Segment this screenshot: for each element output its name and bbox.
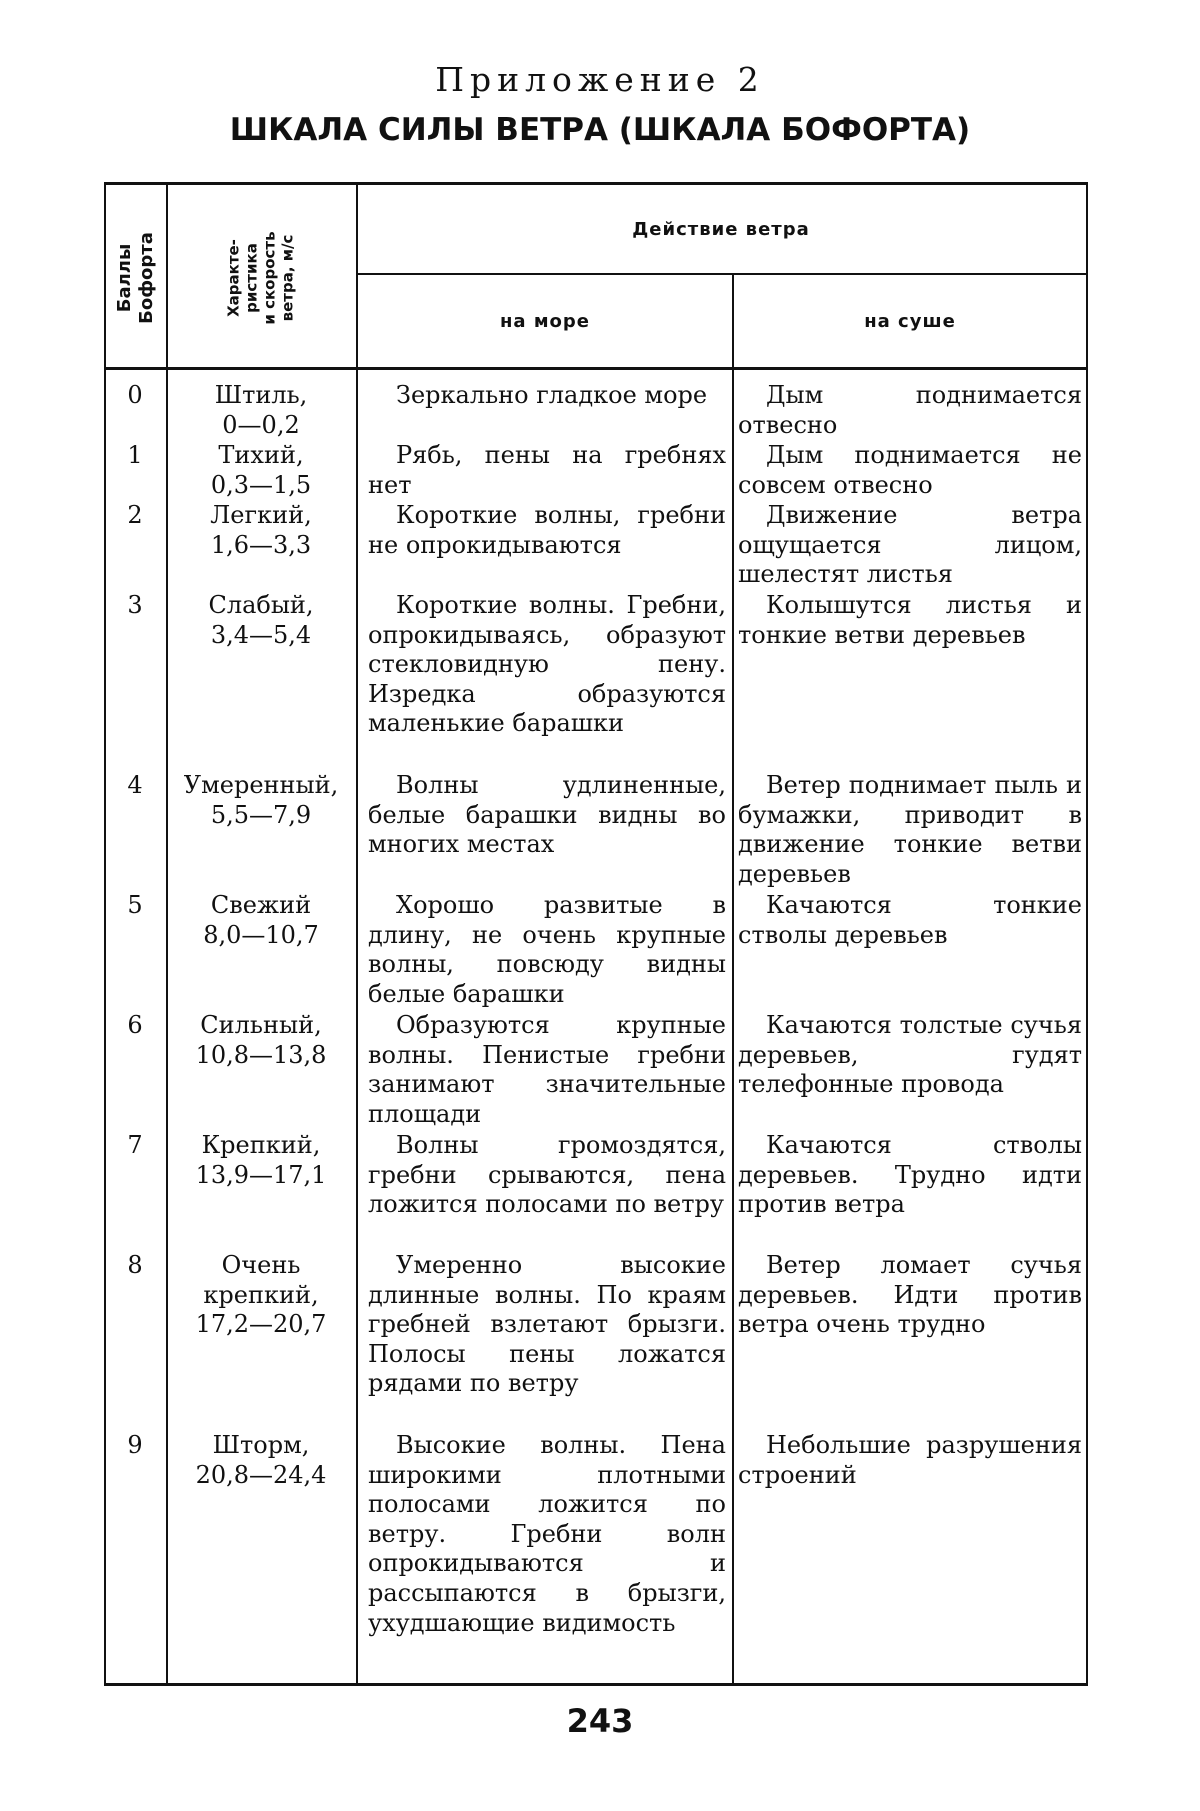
wind-speed: 5,5—7,9 <box>210 800 312 829</box>
wind-name: Легкий, <box>210 501 312 529</box>
sea-effect: Умеренно высокие длинные волны. По краям гребней взлетают брызги. Полосы пены ложатся рядами по ветру <box>368 1251 726 1398</box>
wind-speed: 1,6—3,3 <box>210 530 312 559</box>
wind-characteristic <box>168 1251 354 1340</box>
sea-effect: Зеркально гладкое море <box>396 381 708 409</box>
sea-effect: Волны удлиненные, белые барашки видны во многих местах <box>368 771 726 859</box>
header-characteristic-line: ристика <box>242 242 261 313</box>
wind-name: Крепкий, <box>201 1131 321 1159</box>
header-at-sea: на море <box>499 311 591 332</box>
table-header <box>106 185 1086 370</box>
header-characteristic <box>166 185 356 370</box>
wind-speed: 3,4—5,4 <box>210 620 312 649</box>
wind-name: Шторм, <box>212 1431 310 1459</box>
land-effect: Ветер ломает сучья деревьев. Идти против ветра очень трудно <box>738 1251 1082 1339</box>
beaufort-number: 2 <box>127 501 143 529</box>
header-wind-action: Действие ветра <box>356 185 1086 275</box>
header-beaufort-line: Баллы <box>114 243 135 312</box>
land-effect: Дым поднимается отвесно <box>738 381 1082 439</box>
wind-characteristic <box>168 501 354 560</box>
wind-characteristic <box>168 891 354 950</box>
beaufort-number: 4 <box>127 771 143 799</box>
header-on-land: на суше <box>864 311 956 332</box>
sea-effect: Образуются крупные волны. Пенистые гребни занимают значительные площади <box>368 1011 726 1128</box>
wind-name: Умеренный, <box>183 771 339 799</box>
header-beaufort-line: Бофорта <box>136 231 157 324</box>
sea-effect: Короткие волны, гребни не опрокидываются <box>368 501 726 559</box>
wind-characteristic <box>168 591 354 650</box>
beaufort-number: 1 <box>127 441 143 469</box>
wind-speed: 20,8—24,4 <box>195 1460 327 1489</box>
wind-speed: 0,3—1,5 <box>210 470 312 499</box>
beaufort-number: 5 <box>127 891 143 919</box>
sea-effect: Рябь, пены на гребнях нет <box>368 441 726 499</box>
column-divider <box>732 273 734 1683</box>
wind-speed: 0—0,2 <box>222 410 300 439</box>
beaufort-number: 3 <box>127 591 143 619</box>
page-number: 243 <box>566 1702 634 1740</box>
land-effect: Дым поднимается не совсем отвесно <box>738 441 1082 499</box>
land-effect: Небольшие разрушения строений <box>738 1431 1082 1489</box>
header-characteristic-line: Характе- <box>224 238 243 317</box>
wind-characteristic <box>168 1011 354 1070</box>
beaufort-number: 8 <box>127 1251 143 1279</box>
wind-speed: 10,8—13,8 <box>195 1040 327 1069</box>
table-title: ШКАЛА СИЛЫ ВЕТРА (ШКАЛА БОФОРТА) <box>229 112 971 148</box>
header-characteristic-line: и скорость <box>260 230 279 325</box>
wind-characteristic <box>168 1131 354 1190</box>
wind-characteristic <box>168 381 354 440</box>
sea-effect: Волны громоздятся, гребни срываются, пена ложится полосами по ветру <box>368 1131 726 1219</box>
beaufort-number: 0 <box>127 381 143 409</box>
appendix-title: Приложение 2 <box>435 60 765 99</box>
wind-characteristic <box>168 441 354 500</box>
land-effect: Движение ветра ощущается лицом, шелестят листья <box>738 501 1082 589</box>
wind-speed: 13,9—17,1 <box>195 1160 327 1189</box>
column-divider <box>356 185 358 1683</box>
sea-effect: Хорошо развитые в длину, не очень крупные волны, повсюду видны белые барашки <box>368 891 726 1008</box>
header-beaufort <box>106 185 166 370</box>
sea-effect: Высокие волны. Пена широкими плотными полосами ложится по ветру. Гребни волн опрокидываются и рассыпаются в брызги, ухудшающие видимость <box>368 1431 726 1637</box>
land-effect: Качаются стволы деревьев. Трудно идти против ветра <box>738 1131 1082 1219</box>
beaufort-table <box>104 182 1088 1686</box>
land-effect: Ветер поднимает пыль и бумажки, приводит в движение тонкие ветви деревьев <box>738 771 1082 888</box>
wind-characteristic <box>168 771 354 830</box>
wind-speed: 17,2—20,7 <box>195 1310 327 1339</box>
wind-characteristic <box>168 1431 354 1490</box>
land-effect: Колышутся листья и тонкие ветви деревьев <box>738 591 1082 649</box>
wind-name: Сильный, <box>200 1011 322 1039</box>
wind-name: Свежий <box>210 891 312 919</box>
beaufort-number: 7 <box>127 1131 143 1159</box>
header-characteristic-line: ветра, м/с <box>278 234 297 321</box>
wind-speed: 8,0—10,7 <box>203 920 319 949</box>
beaufort-number: 6 <box>127 1011 143 1039</box>
wind-name: Слабый, <box>208 591 314 619</box>
land-effect: Качаются тонкие стволы деревьев <box>738 891 1082 949</box>
land-effect: Качаются толстые сучья деревьев, гудят телефонные провода <box>738 1011 1082 1099</box>
wind-name: Штиль, <box>214 381 308 409</box>
sea-effect: Короткие волны. Гребни, опрокидываясь, образуют стекловидную пену. Изредка образуются маленькие барашки <box>368 591 726 738</box>
wind-name: Тихий, <box>218 441 304 469</box>
wind-name: Очень крепкий, <box>203 1251 319 1309</box>
beaufort-number: 9 <box>127 1431 143 1459</box>
